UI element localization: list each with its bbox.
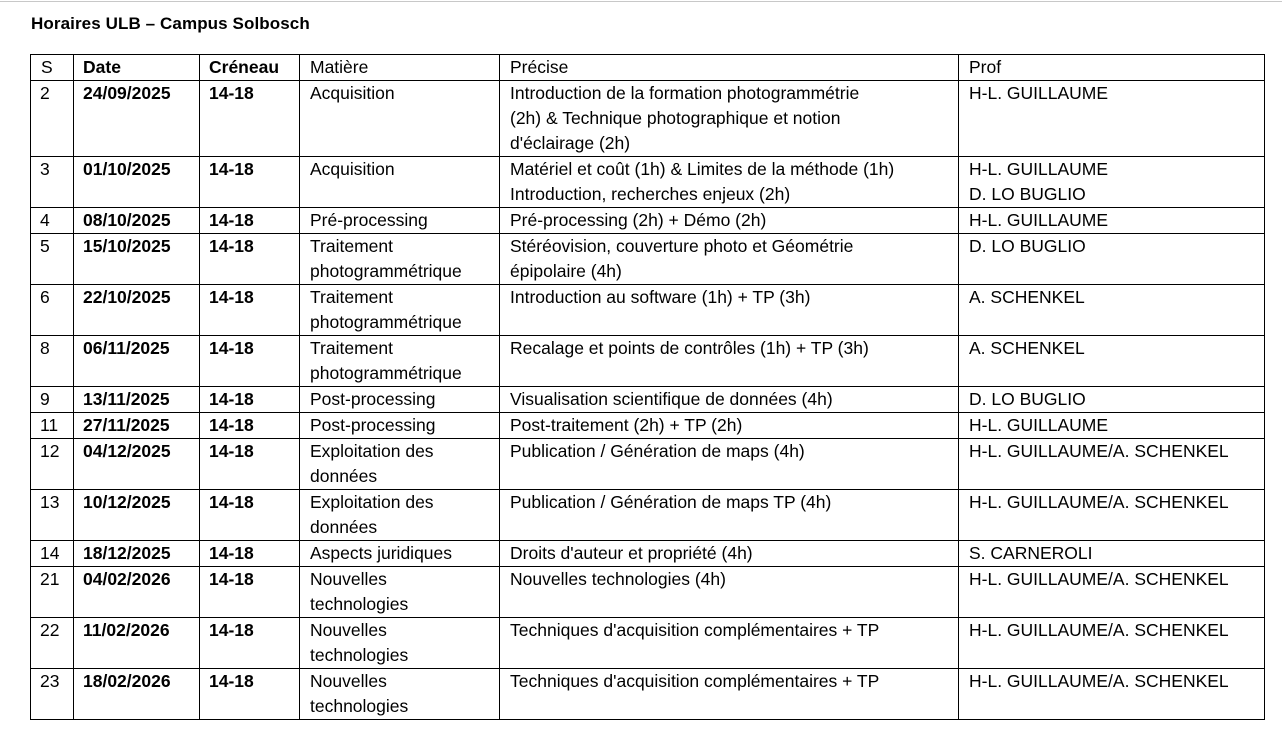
date-cell: 08/10/2025 <box>74 208 200 234</box>
session-cell: 4 <box>31 208 74 234</box>
table-row <box>31 439 1265 490</box>
prof-cell-line: H-L. GUILLAUME <box>969 159 1109 179</box>
prof-cell <box>959 234 1265 285</box>
prof-cell <box>959 567 1265 618</box>
prof-cell <box>959 157 1265 208</box>
subject-cell <box>300 669 500 720</box>
subject-cell-line: données <box>310 466 378 486</box>
prof-cell <box>959 439 1265 490</box>
table-row <box>31 336 1265 387</box>
table-row <box>31 669 1265 720</box>
subject-cell-line: Acquisition <box>310 159 395 179</box>
subject-cell-line: photogrammétrique <box>310 312 462 332</box>
detail-cell <box>500 336 959 387</box>
slot-cell: 14-18 <box>200 490 300 541</box>
slot-cell: 14-18 <box>200 541 300 567</box>
prof-cell-line: D. LO BUGLIO <box>969 236 1086 256</box>
subject-cell <box>300 567 500 618</box>
table-row <box>31 81 1265 157</box>
prof-cell <box>959 208 1265 234</box>
session-cell: 13 <box>31 490 74 541</box>
header-prof: Prof <box>959 55 1265 81</box>
prof-cell-line: H-L. GUILLAUME <box>969 210 1109 230</box>
subject-cell <box>300 285 500 336</box>
slot-cell: 14-18 <box>200 618 300 669</box>
slot-cell: 14-18 <box>200 439 300 490</box>
detail-cell-line: Publication / Génération de maps TP (4h) <box>510 492 832 512</box>
subject-cell-line: photogrammétrique <box>310 363 462 383</box>
session-cell: 14 <box>31 541 74 567</box>
slot-cell: 14-18 <box>200 336 300 387</box>
detail-cell <box>500 669 959 720</box>
detail-cell-line: Droits d'auteur et propriété (4h) <box>510 543 753 563</box>
session-cell: 6 <box>31 285 74 336</box>
session-cell: 2 <box>31 81 74 157</box>
prof-cell-line: D. LO BUGLIO <box>969 389 1086 409</box>
detail-cell-line: Nouvelles technologies (4h) <box>510 569 726 589</box>
subject-cell-line: Aspects juridiques <box>310 543 453 563</box>
session-cell: 12 <box>31 439 74 490</box>
subject-cell-line: données <box>310 517 378 537</box>
detail-cell-line: Publication / Génération de maps (4h) <box>510 441 805 461</box>
detail-cell <box>500 208 959 234</box>
detail-cell-line: Matériel et coût (1h) & Limites de la méthode (1h) <box>510 159 895 179</box>
subject-cell-line: technologies <box>310 645 409 665</box>
subject-cell-line: Nouvelles <box>310 671 387 691</box>
subject-cell <box>300 336 500 387</box>
detail-cell <box>500 490 959 541</box>
detail-cell <box>500 157 959 208</box>
slot-cell: 14-18 <box>200 413 300 439</box>
date-cell: 18/02/2026 <box>74 669 200 720</box>
table-row <box>31 157 1265 208</box>
table-row <box>31 618 1265 669</box>
session-cell: 3 <box>31 157 74 208</box>
subject-cell <box>300 157 500 208</box>
prof-cell <box>959 618 1265 669</box>
subject-cell <box>300 618 500 669</box>
prof-cell-line: A. SCHENKEL <box>969 338 1085 358</box>
header-detail: Précise <box>500 55 959 81</box>
slot-cell: 14-18 <box>200 567 300 618</box>
detail-cell-line: d'éclairage (2h) <box>510 133 631 153</box>
date-cell: 04/02/2026 <box>74 567 200 618</box>
subject-cell-line: Acquisition <box>310 83 395 103</box>
subject-cell-line: technologies <box>310 594 409 614</box>
subject-cell-line: Nouvelles <box>310 620 387 640</box>
session-cell: 22 <box>31 618 74 669</box>
document-title: Horaires ULB – Campus Solbosch <box>31 14 310 33</box>
detail-cell-line: Stéréovision, couverture photo et Géométrie <box>510 236 854 256</box>
subject-cell <box>300 234 500 285</box>
prof-cell-line: H-L. GUILLAUME/A. SCHENKEL <box>969 671 1229 691</box>
session-cell: 5 <box>31 234 74 285</box>
subject-cell <box>300 208 500 234</box>
prof-cell-line: H-L. GUILLAUME <box>969 83 1109 103</box>
table-header-row <box>31 55 1265 81</box>
prof-cell <box>959 285 1265 336</box>
prof-cell-line: H-L. GUILLAUME/A. SCHENKEL <box>969 569 1229 589</box>
session-cell: 8 <box>31 336 74 387</box>
date-cell: 01/10/2025 <box>74 157 200 208</box>
subject-cell-line: Pré-processing <box>310 210 428 230</box>
detail-cell-line: Post-traitement (2h) + TP (2h) <box>510 415 743 435</box>
detail-cell-line: Introduction de la formation photogrammétrie <box>510 83 860 103</box>
date-cell: 27/11/2025 <box>74 413 200 439</box>
detail-cell <box>500 413 959 439</box>
subject-cell-line: Traitement <box>310 236 393 256</box>
date-cell: 15/10/2025 <box>74 234 200 285</box>
table-row <box>31 387 1265 413</box>
slot-cell: 14-18 <box>200 285 300 336</box>
subject-cell-line: photogrammétrique <box>310 261 462 281</box>
date-cell: 04/12/2025 <box>74 439 200 490</box>
header-slot: Créneau <box>200 55 300 81</box>
detail-cell-line: Techniques d'acquisition complémentaires + TP <box>510 620 880 640</box>
date-cell: 24/09/2025 <box>74 81 200 157</box>
table-row <box>31 541 1265 567</box>
page-top-rule <box>0 1 1282 2</box>
session-cell: 11 <box>31 413 74 439</box>
subject-cell <box>300 387 500 413</box>
table-row <box>31 413 1265 439</box>
prof-cell-line: S. CARNEROLI <box>969 543 1093 563</box>
session-cell: 21 <box>31 567 74 618</box>
detail-cell <box>500 387 959 413</box>
subject-cell-line: Post-processing <box>310 389 436 409</box>
slot-cell: 14-18 <box>200 157 300 208</box>
subject-cell <box>300 490 500 541</box>
subject-cell-line: Exploitation des <box>310 441 434 461</box>
table-row <box>31 234 1265 285</box>
slot-cell: 14-18 <box>200 387 300 413</box>
table-row <box>31 490 1265 541</box>
session-cell: 23 <box>31 669 74 720</box>
detail-cell-line: Recalage et points de contrôles (1h) + TP (3h) <box>510 338 869 358</box>
date-cell: 22/10/2025 <box>74 285 200 336</box>
subject-cell <box>300 541 500 567</box>
header-session: S <box>31 55 74 81</box>
date-cell: 06/11/2025 <box>74 336 200 387</box>
schedule-table <box>30 54 1265 720</box>
date-cell: 11/02/2026 <box>74 618 200 669</box>
subject-cell <box>300 81 500 157</box>
session-cell: 9 <box>31 387 74 413</box>
prof-cell <box>959 541 1265 567</box>
prof-cell-line: H-L. GUILLAUME/A. SCHENKEL <box>969 492 1229 512</box>
date-cell: 10/12/2025 <box>74 490 200 541</box>
detail-cell <box>500 234 959 285</box>
date-cell: 13/11/2025 <box>74 387 200 413</box>
detail-cell <box>500 618 959 669</box>
subject-cell-line: Traitement <box>310 338 393 358</box>
detail-cell-line: Techniques d'acquisition complémentaires + TP <box>510 671 880 691</box>
prof-cell <box>959 413 1265 439</box>
subject-cell <box>300 439 500 490</box>
subject-cell-line: Nouvelles <box>310 569 387 589</box>
subject-cell-line: Exploitation des <box>310 492 434 512</box>
detail-cell-line: épipolaire (4h) <box>510 261 622 281</box>
prof-cell <box>959 490 1265 541</box>
prof-cell-line: A. SCHENKEL <box>969 287 1085 307</box>
table-row <box>31 285 1265 336</box>
subject-cell-line: Post-processing <box>310 415 436 435</box>
table-row <box>31 567 1265 618</box>
detail-cell <box>500 81 959 157</box>
table-row <box>31 208 1265 234</box>
detail-cell <box>500 541 959 567</box>
detail-cell <box>500 285 959 336</box>
prof-cell-line: H-L. GUILLAUME/A. SCHENKEL <box>969 441 1229 461</box>
detail-cell-line: Pré-processing (2h) + Démo (2h) <box>510 210 767 230</box>
header-subject: Matière <box>300 55 500 81</box>
prof-cell <box>959 336 1265 387</box>
detail-cell-line: Visualisation scientifique de données (4h) <box>510 389 833 409</box>
subject-cell-line: technologies <box>310 696 409 716</box>
subject-cell <box>300 413 500 439</box>
prof-cell <box>959 387 1265 413</box>
header-date: Date <box>74 55 200 81</box>
prof-cell <box>959 81 1265 157</box>
slot-cell: 14-18 <box>200 234 300 285</box>
slot-cell: 14-18 <box>200 669 300 720</box>
slot-cell: 14-18 <box>200 81 300 157</box>
prof-cell-line: H-L. GUILLAUME <box>969 415 1109 435</box>
detail-cell-line: Introduction, recherches enjeux (2h) <box>510 184 791 204</box>
date-cell: 18/12/2025 <box>74 541 200 567</box>
detail-cell-line: Introduction au software (1h) + TP (3h) <box>510 287 811 307</box>
detail-cell-line: (2h) & Technique photographique et notion <box>510 108 841 128</box>
slot-cell: 14-18 <box>200 208 300 234</box>
prof-cell-line: H-L. GUILLAUME/A. SCHENKEL <box>969 620 1229 640</box>
subject-cell-line: Traitement <box>310 287 393 307</box>
detail-cell <box>500 439 959 490</box>
prof-cell-line: D. LO BUGLIO <box>969 184 1086 204</box>
detail-cell <box>500 567 959 618</box>
prof-cell <box>959 669 1265 720</box>
